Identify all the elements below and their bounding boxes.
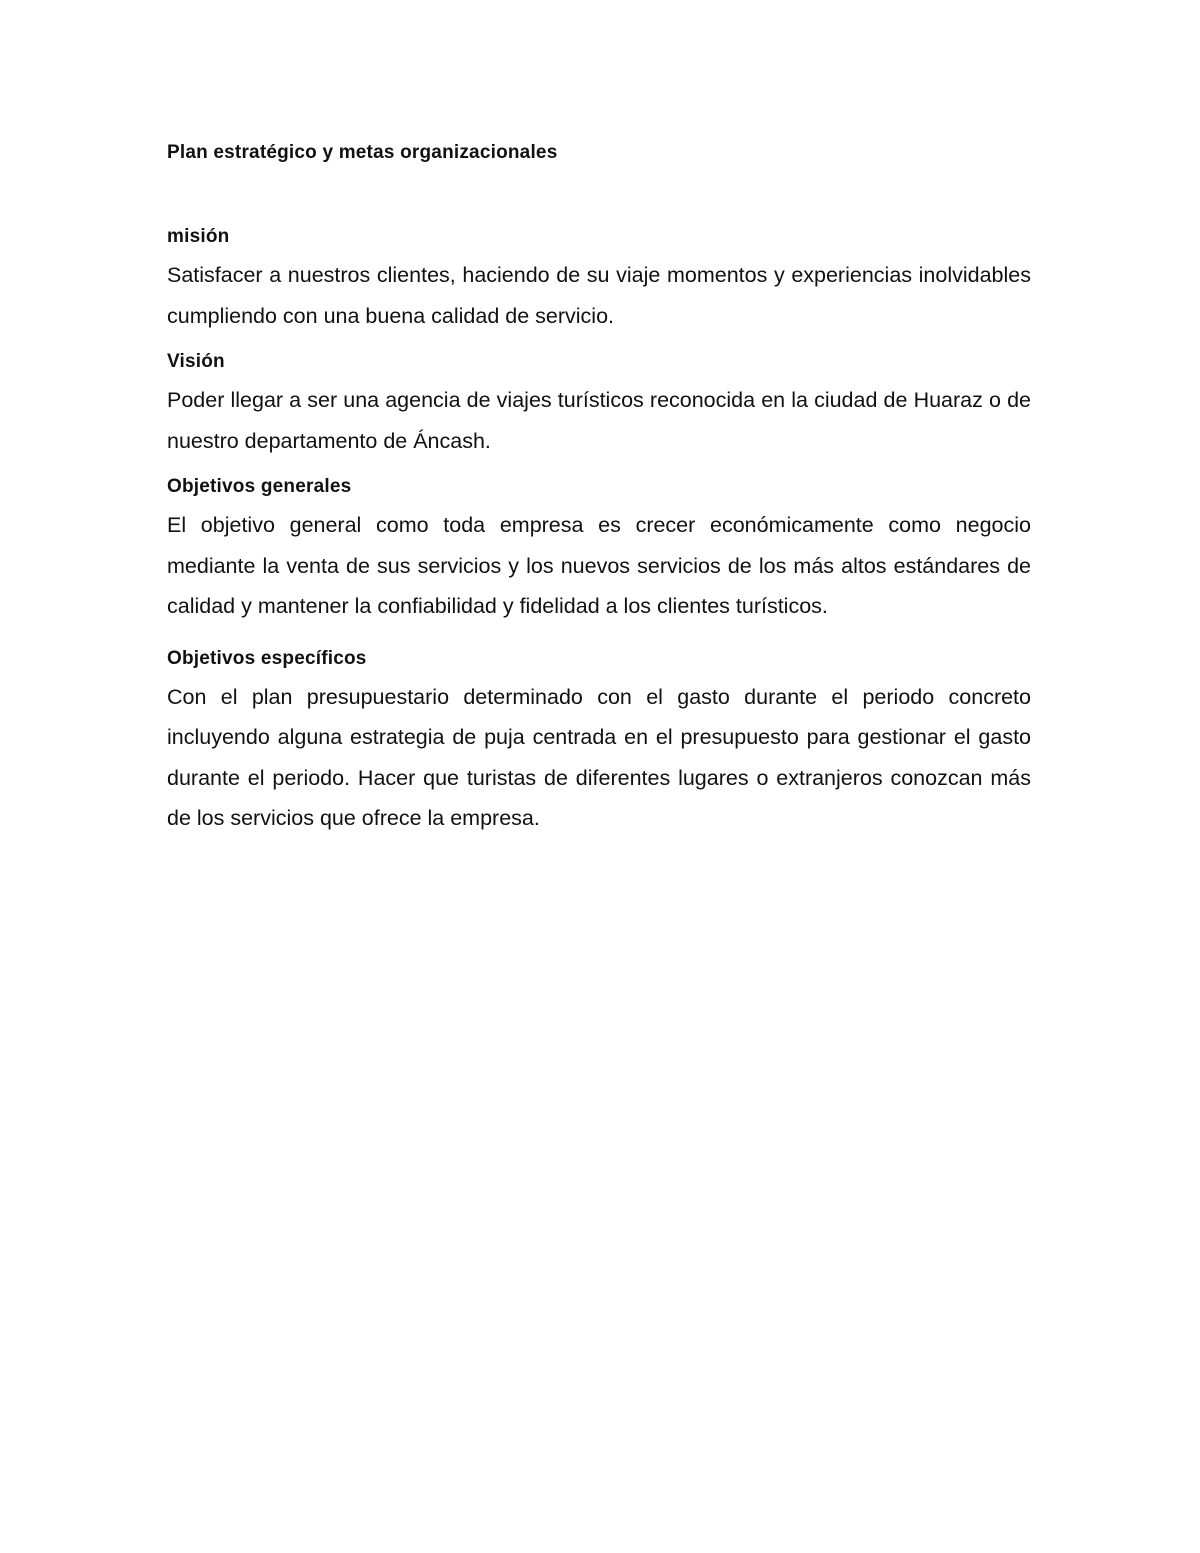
section-body-vision: Poder llegar a ser una agencia de viajes turísticos reconocida en la ciudad de Huaraz o de nuestro departamento de Áncash. — [167, 388, 1031, 453]
document-title: Plan estratégico y metas organizacionales — [167, 142, 558, 163]
section-heading-objetivos-generales: Objetivos generales — [167, 476, 352, 497]
document-content — [167, 139, 1031, 851]
section-body-objetivos-generales: El objetivo general como toda empresa es crecer económicamente como negocio mediante la venta de sus servicios y los nuevos servicios de los más altos estándares de calidad y mantener la confiabilidad y fidelidad a los clientes turísticos. — [167, 513, 1031, 618]
section-heading-objetivos-especificos: Objetivos específicos — [167, 647, 367, 669]
section-heading-mision: misión — [167, 226, 230, 247]
section-body-mision: Satisfacer a nuestros clientes, haciendo de su viaje momentos y experiencias inolvidables cumpliendo con una buena calidad de servicio. — [167, 263, 1031, 328]
section-body-objetivos-especificos: Con el plan presupuestario determinado con el gasto durante el periodo concreto incluyendo alguna estrategia de puja centrada en el presupuesto para gestionar el gasto durante el periodo. Hacer que turistas de diferentes lugares o extranjeros conozcan más de los servicios que ofrece la empresa. — [167, 684, 1031, 830]
section-heading-vision: Visión — [167, 351, 225, 372]
